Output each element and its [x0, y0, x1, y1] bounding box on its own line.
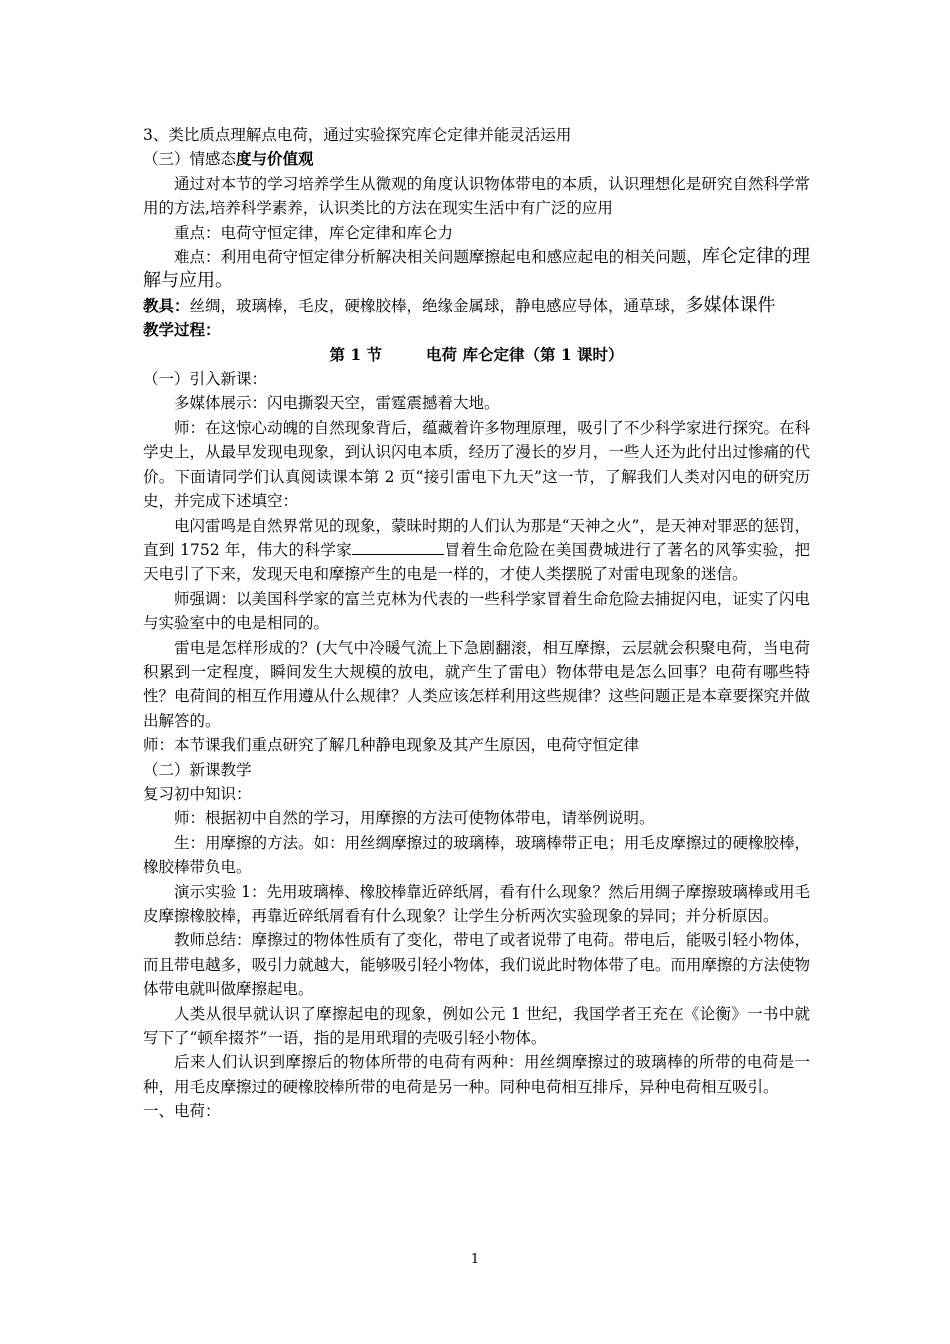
fill-in-text-before: 电闪雷鸣是自然界常见的现象，蒙昧时期的人们认为那是“天神之火”，是天神对罪恶的惩罚，直到 1752 年，伟大的科学家	[143, 516, 810, 559]
fill-in-paragraph	[143, 514, 810, 587]
page-content	[143, 123, 810, 1124]
teaching-aids-list: 丝绸，玻璃棒，毛皮，硬橡胶棒，绝缘金属球，静电感应导体，通草球，	[189, 296, 686, 315]
section-emotion-heading-part1: （三）情感态	[143, 150, 237, 169]
student-answer: 生：用摩擦的方法。如：用丝绸摩擦过的玻璃棒，玻璃棒带正电；用毛皮摩擦过的硬橡胶棒，橡胶棒带负电。	[143, 833, 810, 877]
teaching-aids-label: 教具：	[143, 295, 190, 315]
lesson-title-section: 第 1 节	[329, 344, 383, 364]
teacher-question: 师：根据初中自然的学习，用摩擦的方法可使物体带电，请举例说明。	[174, 809, 655, 828]
difficult-points-text: 难点：利用电荷守恒定律分析解决相关问题摩擦起电和感应起电的相关问题，	[174, 248, 702, 267]
section-emotion-heading	[143, 147, 810, 171]
demo-experiment-1: 演示实验 1：先用玻璃棒、橡胶棒靠近碎纸屑，看有什么现象？然后用绸子摩擦玻璃棒或用毛皮摩擦橡胶棒，再靠近碎纸屑看有什么现象？让学生分析两次实验现象的异同；并分析原因。	[143, 882, 810, 925]
teacher-summary: 教师总结：摩擦过的物体性质有了变化，带电了或者说带了电荷。带电后，能吸引轻小物体，而且带电越多，吸引力就越大，能够吸引轻小物体，我们说此时物体带了电。而用摩擦的方法使物体带电就叫做摩擦起电。	[143, 931, 810, 999]
teaching-process-label: 教学过程：	[143, 320, 221, 340]
lightning-questions: 雷电是怎样形成的？(大气中冷暖气流上下急剧翻滚，相互摩擦，云层就会积聚电荷，当电荷积累到一定程度，瞬间发生大规模的放电，就产生了雷电）物体带电是怎么回事？电荷有哪些特性？电荷间的相互作用遵从什么规律？人类应该怎样利用这些规律？这些问题正是本章要探究并做出解答的。	[143, 638, 810, 730]
difficult-points	[143, 245, 810, 294]
section-emotion-heading-part2: 度与价值观	[236, 149, 314, 169]
teacher-emphasis: 师强调：以美国科学家的富兰克林为代表的一些科学家冒着生命危险去捕捉闪电，证实了闪电与实验室中的电是相同的。	[143, 589, 810, 633]
emotion-paragraph: 通过对本节的学习培养学生从微观的角度认识物体带电的本质，认识理想化是研究自然科学常用的方法,培养科学素养，认识类比的方法在现实生活中有广泛的应用	[143, 174, 810, 218]
charge-heading: 一、电荷：	[143, 1102, 221, 1121]
two-kinds-of-charge: 后来人们认识到摩擦后的物体所带的电荷有两种：用丝绸摩擦过的玻璃棒的所带的电荷是一种，用毛皮摩擦过的硬橡胶棒所带的电荷是另一种。同种电荷相互排斥，异种电荷相互吸引。	[143, 1053, 810, 1096]
review-heading: 复习初中知识：	[143, 784, 252, 803]
multimedia-display: 多媒体展示：闪电撕裂天空，雷霆震撼着大地。	[174, 394, 500, 413]
fill-in-blank	[352, 539, 444, 555]
objective-3: 3、类比质点理解点电荷，通过实验探究库仑定律并能灵活运用	[143, 126, 572, 144]
teaching-aids	[143, 294, 810, 318]
lesson-title	[143, 343, 810, 367]
page-number: 1	[470, 1252, 480, 1267]
key-points: 重点：电荷守恒定律，库仑定律和库仑力	[174, 223, 454, 242]
intro-heading: （一）引入新课：	[143, 370, 268, 389]
history-paragraph: 人类从很早就认识了摩擦起电的现象，例如公元 1 世纪，我国学者王充在《论衡》一书中就写下了“顿牟掇芥”一语，指的是用玳瑁的壳吸引轻小物体。	[143, 1004, 810, 1048]
teacher-intro: 师：在这惊心动魄的自然现象背后，蕴藏着许多物理原理，吸引了不少科学家进行探究。在科学史上，从最早发现电现象，到认识闪电本质，经历了漫长的岁月，一些人还为此付出过惨痛的代价。下面请同学们认真阅读课本第 2 页“接引雷电下九天”这一节，了解我们人类对闪电的研究历史，并完成下述填空：	[143, 418, 810, 511]
difficult-points-tail: 库仑定律的理解与应用。	[143, 246, 811, 292]
teaching-aids-multimedia: 多媒体课件	[685, 294, 776, 316]
teacher-focus: 师：本节课我们重点研究了解几种静电现象及其产生原因，电荷守恒定律	[143, 736, 640, 755]
new-lesson-heading: （二）新课教学	[143, 760, 252, 779]
lesson-title-name: 电荷 库仑定律（第 1 课时）	[426, 344, 624, 364]
fill-in-text-after: 冒着生命危险在美国费城进行了著名的风筝实验，把天电引了下来，发现天电和摩擦产生的电是一样的，才使人类摆脱了对雷电现象的迷信。	[143, 540, 810, 584]
